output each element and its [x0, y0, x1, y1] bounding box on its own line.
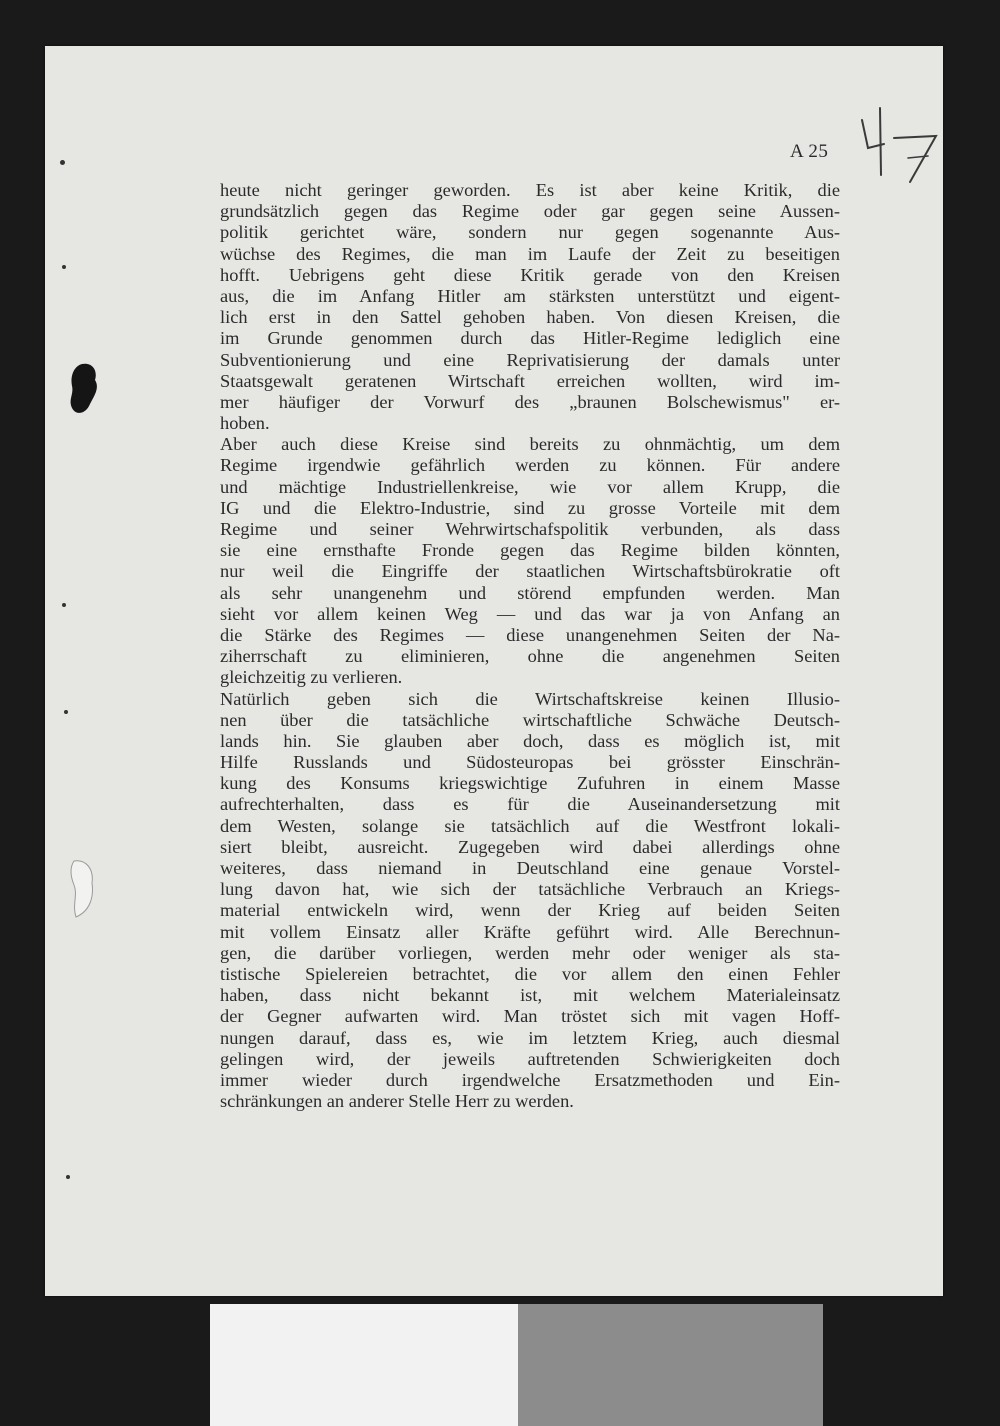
text-line: lung davon hat, wie sich der tatsächliche Verbrauch an Kriegs- — [220, 879, 840, 900]
text-line: sieht vor allem keinen Weg — und das war ja von Anfang an — [220, 603, 840, 624]
text-line: haben, dass nicht bekannt ist, mit welchem Materialeinsatz — [220, 985, 840, 1006]
text-line: Subventionierung und eine Reprivatisierung der damals unter — [220, 349, 840, 370]
text-line: gleichzeitig zu verlieren. — [220, 667, 403, 688]
text-line: Aber auch diese Kreise sind bereits zu ohnmächtig, um dem — [220, 434, 840, 455]
text-line: weiteres, dass niemand in Deutschland eine genaue Vorstel- — [220, 858, 840, 878]
handwritten-folio-number — [850, 100, 945, 190]
text-line: Staatsgewalt geratenen Wirtschaft erreichen wollten, wird im- — [220, 370, 840, 391]
text-line: material entwickeln wird, wenn der Krieg auf beiden Seiten — [220, 900, 840, 921]
text-line: Natürlich geben sich die Wirtschaftskreise keinen Illusio- — [220, 688, 840, 709]
text-line: aufrechterhalten, dass es für die Auseinandersetzung mit — [220, 794, 840, 815]
ink-blot — [64, 360, 104, 420]
body-text — [220, 180, 840, 1112]
text-line: ziherrschaft zu eliminieren, ohne die angenehmen Seiten — [220, 646, 840, 667]
speck — [62, 265, 66, 269]
text-line: als sehr unangenehm und störend empfunden werden. Man — [220, 582, 840, 603]
text-line: sie eine ernsthafte Fronde gegen das Regime bilden könnten, — [220, 540, 840, 561]
text-line: nen über die tatsächliche wirtschaftliche Schwäche Deutsch- — [220, 709, 840, 730]
text-line: nur weil die Eingriffe der staatlichen Wirtschaftsbürokratie oft — [220, 561, 840, 582]
text-line: immer wieder durch irgendwelche Ersatzmethoden und Ein- — [220, 1069, 840, 1090]
text-line: mer häufiger der Vorwurf des „braunen Bolschewismus" er- — [220, 391, 840, 412]
text-line: gen, die darüber vorliegen, werden mehr oder weniger als sta- — [220, 942, 840, 963]
speck — [64, 710, 68, 714]
text-line: Regime irgendwie gefährlich werden zu können. Für andere — [220, 455, 840, 476]
text-line: siert bleibt, ausreicht. Zugegeben wird dabei allerdings ohne — [220, 836, 840, 857]
text-line: wüchse des Regimes, die man im Laufe der Zeit zu beseitigen — [220, 243, 840, 264]
text-line: der Gegner aufwarten wird. Man tröstet sich mit vagen Hoff- — [220, 1006, 840, 1027]
text-line: mit vollem Einsatz aller Kräfte geführt wird. Alle Berechnun- — [220, 921, 840, 942]
speck — [62, 603, 66, 607]
text-line: lands hin. Sie glauben aber doch, dass es möglich ist, mit — [220, 730, 840, 751]
speck — [60, 160, 65, 165]
text-line: Hilfe Russlands und Südosteuropas bei grösster Einschrän- — [220, 752, 840, 773]
text-line: im Grunde genommen durch das Hitler-Regime lediglich eine — [220, 328, 840, 349]
text-line: grundsätzlich gegen das Regime oder gar gegen seine Aussen- — [220, 201, 840, 222]
calibration-white-patch — [210, 1304, 518, 1426]
text-line: tistische Spielereien betrachtet, die vor allem den einen Fehler — [220, 963, 840, 984]
text-line: politik gerichtet wäre, sondern nur gegen sogenannte Aus- — [220, 222, 840, 243]
speck — [66, 1175, 70, 1179]
page-number: A 25 — [790, 141, 829, 162]
text-line: die Stärke des Regimes — diese unangenehmen Seiten der Na- — [220, 624, 840, 645]
text-line: aus, die im Anfang Hitler am stärksten unterstützt und eigent- — [220, 285, 840, 306]
text-line: gelingen wird, der jeweils auftretenden Schwierigkeiten doch — [220, 1048, 840, 1069]
text-line: IG und die Elektro-Industrie, sind zu grosse Vorteile mit dem — [220, 497, 840, 518]
text-line: hoben. — [220, 413, 270, 434]
text-line: Regime und seiner Wehrwirtschafspolitik verbunden, als dass — [220, 519, 840, 539]
text-line: hofft. Uebrigens geht diese Kritik gerade von den Kreisen — [220, 264, 840, 285]
text-line: lich erst in den Sattel gehoben haben. Von diesen Kreisen, die — [220, 307, 840, 328]
text-line: nungen darauf, dass es, wie im letztem Krieg, auch diesmal — [220, 1027, 840, 1048]
calibration-gray-patch — [518, 1304, 823, 1426]
text-line: kung des Konsums kriegswichtige Zufuhren in einem Masse — [220, 773, 840, 794]
text-line: schränkungen an anderer Stelle Herr zu werden. — [220, 1091, 574, 1112]
text-line: und mächtige Industriellenkreise, wie vor allem Krupp, die — [220, 476, 840, 497]
text-line: dem Westen, solange sie tatsächlich auf die Westfront lokali- — [220, 815, 840, 836]
text-line: heute nicht geringer geworden. Es ist aber keine Kritik, die — [220, 180, 840, 200]
paper-tear — [64, 855, 104, 925]
